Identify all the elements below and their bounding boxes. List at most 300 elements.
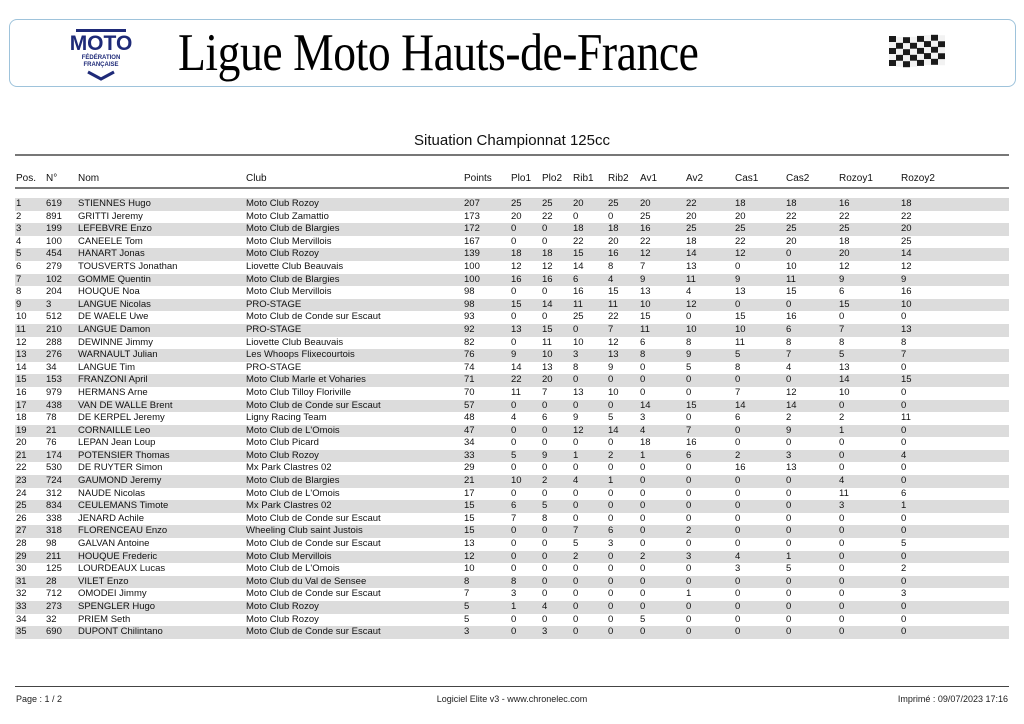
- cell-cas2: 25: [786, 223, 797, 235]
- cell-av1: 0: [640, 374, 646, 386]
- cell-points: 57: [464, 399, 475, 411]
- cell-position: 23: [16, 475, 27, 487]
- cell-rozoy1: 0: [839, 525, 845, 537]
- cell-rozoy1: 0: [839, 512, 845, 524]
- cell-cas1: 0: [735, 260, 741, 272]
- cell-club: Moto Club de L'Omois: [246, 424, 340, 436]
- cell-points: 139: [464, 248, 480, 260]
- cell-rozoy2: 15: [901, 374, 912, 386]
- cell-rozoy1: 12: [839, 260, 850, 272]
- cell-number: 78: [46, 412, 57, 424]
- cell-points: 7: [464, 588, 470, 600]
- cell-plo2: 0: [542, 538, 548, 550]
- cell-rozoy2: 0: [901, 475, 907, 487]
- cell-number: 34: [46, 361, 57, 373]
- cell-rozoy2: 12: [901, 260, 912, 272]
- cell-plo1: 0: [511, 336, 517, 348]
- cell-rib2: 14: [608, 424, 619, 436]
- cell-position: 18: [16, 412, 27, 424]
- cell-number: 100: [46, 235, 62, 247]
- cell-av1: 0: [640, 563, 646, 575]
- cell-rib2: 0: [608, 210, 614, 222]
- cell-points: 100: [464, 260, 480, 272]
- cell-rozoy1: 0: [839, 311, 845, 323]
- cell-cas2: 9: [786, 424, 792, 436]
- cell-number: 279: [46, 260, 62, 272]
- cell-points: 47: [464, 424, 475, 436]
- cell-rib2: 20: [608, 235, 619, 247]
- cell-points: 207: [464, 198, 480, 209]
- cell-rib2: 11: [608, 298, 618, 310]
- table-row: [15, 614, 1009, 627]
- cell-plo2: 16: [542, 273, 553, 285]
- cell-position: 16: [16, 386, 27, 398]
- cell-av1: 10: [640, 298, 651, 310]
- cell-cas2: 6: [786, 323, 792, 335]
- cell-plo2: 20: [542, 374, 553, 386]
- cell-points: 15: [464, 512, 475, 524]
- cell-position: 6: [16, 260, 22, 272]
- cell-rib1: 0: [573, 575, 579, 587]
- cell-rib1: 0: [573, 512, 579, 524]
- cell-rib2: 15: [608, 286, 619, 298]
- cell-rib1: 4: [573, 475, 579, 487]
- table-row: [15, 261, 1009, 274]
- cell-rib1: 9: [573, 412, 579, 424]
- cell-plo2: 4: [542, 601, 548, 612]
- cell-rib1: 2: [573, 550, 579, 562]
- cell-name: VAN DE WALLE Brent: [78, 399, 173, 411]
- cell-cas1: 25: [735, 223, 746, 235]
- cell-rozoy2: 25: [901, 235, 912, 247]
- cell-points: 15: [464, 500, 475, 512]
- cell-rozoy1: 7: [839, 323, 845, 335]
- cell-rib1: 3: [573, 349, 579, 361]
- cell-plo1: 0: [511, 286, 517, 298]
- cell-number: 891: [46, 210, 62, 222]
- cell-rozoy2: 0: [901, 613, 907, 625]
- cell-cas2: 0: [786, 500, 792, 512]
- cell-cas2: 18: [786, 198, 797, 209]
- cell-av2: 10: [686, 323, 697, 335]
- cell-position: 26: [16, 512, 27, 524]
- cell-rib1: 0: [573, 500, 579, 512]
- cell-cas2: 0: [786, 248, 792, 260]
- cell-name: HERMANS Arne: [78, 386, 148, 398]
- cell-rozoy1: 10: [839, 386, 850, 398]
- cell-cas1: 6: [735, 412, 741, 424]
- cell-rib1: 22: [573, 235, 584, 247]
- cell-points: 173: [464, 210, 480, 222]
- cell-rozoy2: 11: [901, 412, 911, 424]
- cell-rozoy1: 5: [839, 349, 845, 361]
- cell-name: PRIEM Seth: [78, 613, 131, 625]
- cell-rozoy1: 0: [839, 399, 845, 411]
- cell-rib2: 0: [608, 437, 614, 449]
- cell-name: TOUSVERTS Jonathan: [78, 260, 178, 272]
- cell-cas2: 0: [786, 525, 792, 537]
- cell-cas2: 22: [786, 210, 797, 222]
- cell-points: 172: [464, 223, 480, 235]
- cell-plo2: 7: [542, 386, 548, 398]
- cell-number: 834: [46, 500, 62, 512]
- cell-cas2: 15: [786, 286, 797, 298]
- cell-plo1: 0: [511, 223, 517, 235]
- cell-rozoy2: 0: [901, 424, 907, 436]
- cell-av1: 0: [640, 626, 646, 638]
- cell-rib1: 14: [573, 260, 584, 272]
- cell-rib1: 1: [573, 449, 579, 461]
- cell-plo2: 0: [542, 563, 548, 575]
- cell-rib2: 1: [608, 475, 614, 487]
- cell-plo1: 0: [511, 626, 517, 638]
- svg-text:FRANÇAISE: FRANÇAISE: [83, 62, 119, 68]
- column-header-av1: Av1: [640, 173, 658, 184]
- footer-divider: [15, 686, 1009, 687]
- cell-points: 5: [464, 601, 470, 612]
- cell-number: 153: [46, 374, 62, 386]
- cell-club: PRO-STAGE: [246, 323, 302, 335]
- cell-number: 174: [46, 449, 62, 461]
- cell-points: 100: [464, 273, 480, 285]
- cell-av2: 3: [686, 550, 692, 562]
- cell-av2: 2: [686, 525, 692, 537]
- cell-points: 8: [464, 575, 470, 587]
- cell-position: 14: [16, 361, 27, 373]
- column-header-points: Points: [464, 173, 492, 184]
- cell-av1: 15: [640, 311, 651, 323]
- cell-cas1: 20: [735, 210, 746, 222]
- cell-rib2: 0: [608, 575, 614, 587]
- cell-cas1: 11: [735, 336, 745, 348]
- cell-position: 17: [16, 399, 27, 411]
- cell-plo1: 5: [511, 449, 517, 461]
- cell-name: OMODEI Jimmy: [78, 588, 147, 600]
- cell-position: 15: [16, 374, 27, 386]
- cell-club: Moto Club Rozoy: [246, 198, 319, 209]
- cell-av2: 13: [686, 260, 697, 272]
- cell-cas1: 0: [735, 512, 741, 524]
- cell-rib2: 18: [608, 223, 619, 235]
- cell-cas1: 22: [735, 235, 746, 247]
- cell-points: 33: [464, 449, 475, 461]
- cell-name: GALVAN Antoine: [78, 538, 150, 550]
- cell-rozoy2: 20: [901, 223, 912, 235]
- cell-plo1: 6: [511, 500, 517, 512]
- cell-av1: 18: [640, 437, 651, 449]
- cell-number: 619: [46, 198, 62, 209]
- cell-points: 71: [464, 374, 475, 386]
- cell-plo1: 7: [511, 512, 517, 524]
- cell-cas2: 0: [786, 601, 792, 612]
- cell-rozoy1: 1: [839, 424, 845, 436]
- cell-name: HOUQUE Frederic: [78, 550, 158, 562]
- cell-av1: 0: [640, 500, 646, 512]
- cell-rib2: 12: [608, 336, 619, 348]
- cell-rib1: 0: [573, 487, 579, 499]
- cell-av1: 16: [640, 223, 651, 235]
- cell-av2: 5: [686, 361, 692, 373]
- cell-name: GRITTI Jeremy: [78, 210, 143, 222]
- cell-plo2: 13: [542, 361, 553, 373]
- cell-plo2: 18: [542, 248, 553, 260]
- cell-points: 10: [464, 563, 475, 575]
- cell-plo1: 0: [511, 613, 517, 625]
- cell-number: 724: [46, 475, 62, 487]
- cell-club: Moto Club de Conde sur Escaut: [246, 311, 381, 323]
- cell-cas1: 15: [735, 311, 746, 323]
- cell-cas2: 13: [786, 462, 797, 474]
- cell-rib2: 0: [608, 588, 614, 600]
- cell-rib2: 6: [608, 525, 614, 537]
- cell-rib1: 0: [573, 588, 579, 600]
- cell-points: 98: [464, 286, 475, 298]
- cell-rib2: 0: [608, 399, 614, 411]
- cell-position: 21: [16, 449, 27, 461]
- cell-club: Liovette Club Beauvais: [246, 336, 344, 348]
- cell-rib1: 5: [573, 538, 579, 550]
- cell-plo1: 0: [511, 487, 517, 499]
- cell-number: 690: [46, 626, 62, 638]
- cell-cas2: 14: [786, 399, 797, 411]
- cell-plo2: 15: [542, 323, 553, 335]
- cell-name: DE RUYTER Simon: [78, 462, 163, 474]
- cell-points: 29: [464, 462, 475, 474]
- cell-club: Moto Club Rozoy: [246, 248, 319, 260]
- cell-name: DEWINNE Jimmy: [78, 336, 153, 348]
- cell-cas2: 7: [786, 349, 792, 361]
- cell-plo2: 10: [542, 349, 553, 361]
- cell-av1: 0: [640, 588, 646, 600]
- cell-plo1: 0: [511, 311, 517, 323]
- cell-number: 438: [46, 399, 62, 411]
- cell-rib1: 25: [573, 311, 584, 323]
- cell-rozoy2: 0: [901, 361, 907, 373]
- cell-position: 1: [16, 198, 22, 209]
- cell-rozoy2: 22: [901, 210, 912, 222]
- table-row: [15, 513, 1009, 526]
- cell-number: 3: [46, 298, 52, 310]
- cell-rib2: 5: [608, 412, 614, 424]
- cell-plo2: 0: [542, 550, 548, 562]
- cell-name: WARNAULT Julian: [78, 349, 158, 361]
- table-row: [15, 450, 1009, 463]
- cell-rozoy1: 13: [839, 361, 850, 373]
- cell-rozoy2: 10: [901, 298, 912, 310]
- ffm-logo-text: MOTO: [69, 32, 133, 55]
- table-header: [0, 173, 1024, 187]
- cell-name: CEULEMANS Timote: [78, 500, 169, 512]
- cell-av2: 0: [686, 462, 692, 474]
- table-row: [15, 223, 1009, 236]
- cell-club: Moto Club Zamattio: [246, 210, 329, 222]
- cell-rib2: 22: [608, 311, 619, 323]
- cell-rib2: 0: [608, 601, 614, 612]
- league-title: Ligue Moto Hauts-de-France: [178, 24, 699, 82]
- cell-rozoy2: 7: [901, 349, 907, 361]
- cell-cas1: 10: [735, 323, 746, 335]
- cell-position: 10: [16, 311, 27, 323]
- cell-rib1: 0: [573, 399, 579, 411]
- cell-av2: 0: [686, 487, 692, 499]
- cell-points: 70: [464, 386, 475, 398]
- cell-rib2: 13: [608, 349, 619, 361]
- cell-number: 199: [46, 223, 62, 235]
- cell-cas1: 13: [735, 286, 746, 298]
- cell-av2: 22: [686, 198, 697, 209]
- cell-name: CANEELE Tom: [78, 235, 143, 247]
- cell-club: Moto Club Picard: [246, 437, 319, 449]
- cell-points: 3: [464, 626, 470, 638]
- cell-number: 28: [46, 575, 57, 587]
- cell-cas1: 0: [735, 601, 741, 612]
- cell-rozoy1: 0: [839, 588, 845, 600]
- cell-plo2: 0: [542, 575, 548, 587]
- cell-name: GOMME Quentin: [78, 273, 151, 285]
- cell-av2: 0: [686, 311, 692, 323]
- cell-club: Moto Club de L'Omois: [246, 563, 340, 575]
- cell-av1: 0: [640, 462, 646, 474]
- cell-position: 31: [16, 575, 27, 587]
- cell-position: 22: [16, 462, 27, 474]
- cell-number: 102: [46, 273, 62, 285]
- cell-av2: 0: [686, 512, 692, 524]
- table-row: [15, 412, 1009, 425]
- cell-plo1: 0: [511, 462, 517, 474]
- cell-av2: 0: [686, 538, 692, 550]
- table-row: [15, 198, 1009, 211]
- cell-cas1: 0: [735, 298, 741, 310]
- cell-rozoy1: 0: [839, 449, 845, 461]
- cell-position: 3: [16, 223, 22, 235]
- cell-rozoy2: 4: [901, 449, 907, 461]
- cell-position: 7: [16, 273, 22, 285]
- cell-plo1: 20: [511, 210, 522, 222]
- table-row: [15, 626, 1009, 639]
- cell-cas2: 0: [786, 575, 792, 587]
- cell-rozoy1: 25: [839, 223, 850, 235]
- table-row: [15, 525, 1009, 538]
- cell-plo2: 0: [542, 311, 548, 323]
- cell-plo2: 0: [542, 462, 548, 474]
- cell-name: HOUQUE Noa: [78, 286, 140, 298]
- cell-av1: 25: [640, 210, 651, 222]
- cell-rib2: 8: [608, 260, 614, 272]
- cell-cas1: 18: [735, 198, 746, 209]
- cell-av1: 3: [640, 412, 646, 424]
- cell-rib2: 0: [608, 613, 614, 625]
- cell-rozoy2: 1: [901, 500, 907, 512]
- cell-points: 92: [464, 323, 475, 335]
- cell-plo2: 8: [542, 512, 548, 524]
- cell-rozoy1: 15: [839, 298, 850, 310]
- cell-av2: 1: [686, 588, 692, 600]
- cell-cas1: 0: [735, 525, 741, 537]
- cell-av1: 0: [640, 386, 646, 398]
- cell-plo1: 16: [511, 273, 522, 285]
- cell-rozoy1: 0: [839, 575, 845, 587]
- cell-number: 76: [46, 437, 57, 449]
- cell-club: Mx Park Clastres 02: [246, 500, 332, 512]
- cell-number: 338: [46, 512, 62, 524]
- cell-plo1: 14: [511, 361, 522, 373]
- cell-rib1: 0: [573, 374, 579, 386]
- cell-cas1: 3: [735, 563, 741, 575]
- cell-position: 12: [16, 336, 27, 348]
- cell-rib2: 0: [608, 487, 614, 499]
- cell-plo1: 0: [511, 424, 517, 436]
- table-row: [15, 500, 1009, 513]
- cell-rozoy2: 16: [901, 286, 912, 298]
- cell-av1: 11: [640, 323, 650, 335]
- cell-av2: 7: [686, 424, 692, 436]
- cell-rib1: 11: [573, 298, 583, 310]
- cell-av2: 0: [686, 613, 692, 625]
- cell-cas2: 16: [786, 311, 797, 323]
- cell-cas2: 5: [786, 563, 792, 575]
- cell-plo1: 15: [511, 298, 522, 310]
- cell-plo2: 2: [542, 475, 548, 487]
- cell-cas2: 12: [786, 386, 797, 398]
- cell-plo1: 0: [511, 235, 517, 247]
- cell-position: 28: [16, 538, 27, 550]
- cell-cas2: 0: [786, 626, 792, 638]
- cell-plo1: 9: [511, 349, 517, 361]
- cell-position: 9: [16, 298, 22, 310]
- cell-plo2: 0: [542, 223, 548, 235]
- cell-cas1: 7: [735, 386, 741, 398]
- cell-club: Moto Club Tilloy Floriville: [246, 386, 352, 398]
- cell-cas2: 8: [786, 336, 792, 348]
- cell-rozoy2: 0: [901, 386, 907, 398]
- cell-name: LANGUE Tim: [78, 361, 136, 373]
- page-number: Page : 1 / 2: [16, 694, 63, 704]
- cell-av2: 4: [686, 286, 692, 298]
- checkered-flag-icon: [885, 33, 947, 69]
- cell-av1: 22: [640, 235, 651, 247]
- cell-name: LANGUE Damon: [78, 323, 151, 335]
- cell-rib1: 0: [573, 626, 579, 638]
- cell-rib1: 15: [573, 248, 584, 260]
- cell-cas1: 0: [735, 538, 741, 550]
- cell-cas1: 0: [735, 588, 741, 600]
- cell-cas2: 11: [786, 273, 796, 285]
- table-row: [15, 563, 1009, 576]
- cell-rib1: 8: [573, 361, 579, 373]
- cell-position: 29: [16, 550, 27, 562]
- cell-club: Les Whoops Flixecourtois: [246, 349, 355, 361]
- table-row: [15, 475, 1009, 488]
- cell-rozoy1: 2: [839, 412, 845, 424]
- cell-av2: 9: [686, 349, 692, 361]
- cell-cas1: 0: [735, 437, 741, 449]
- cell-av2: 12: [686, 298, 697, 310]
- cell-av2: 8: [686, 336, 692, 348]
- cell-name: LEPAN Jean Loup: [78, 437, 156, 449]
- cell-plo1: 3: [511, 588, 517, 600]
- cell-rib1: 0: [573, 613, 579, 625]
- cell-cas2: 0: [786, 613, 792, 625]
- cell-rib1: 7: [573, 525, 579, 537]
- ffm-logo: [60, 28, 142, 82]
- cell-rib2: 0: [608, 550, 614, 562]
- cell-rib2: 0: [608, 512, 614, 524]
- cell-cas1: 8: [735, 361, 741, 373]
- column-header-name: Nom: [78, 173, 100, 184]
- table-row: [15, 425, 1009, 438]
- cell-points: 13: [464, 538, 475, 550]
- cell-rozoy2: 0: [901, 626, 907, 638]
